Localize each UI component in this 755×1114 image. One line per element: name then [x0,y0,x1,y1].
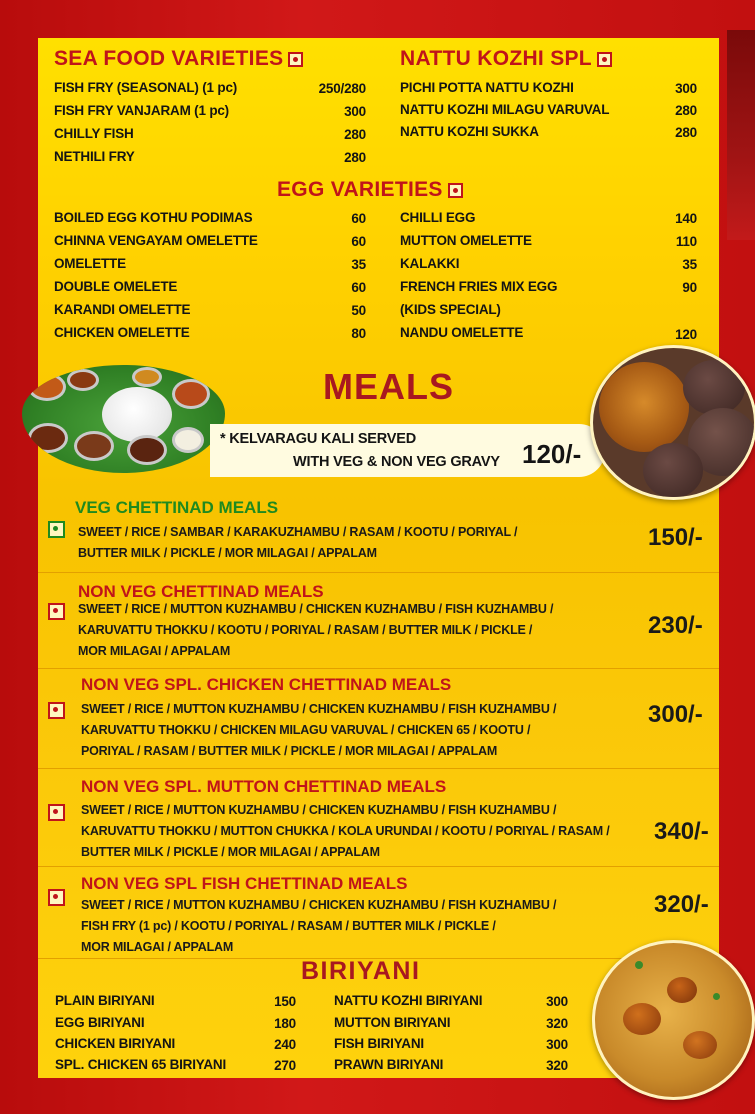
kali-image [590,345,755,500]
menu-price: 35 [351,257,366,272]
menu-price: 280 [675,125,697,140]
meal-description [78,599,553,662]
meal-description-line: FISH FRY (1 pc) / KOOTU / PORIYAL / RASAM / BUTTER MILK / PICKLE / [81,919,496,933]
meal-description-line: SWEET / RICE / MUTTON KUZHAMBU / CHICKEN KUZHAMBU / FISH KUZHAMBU / [81,702,557,716]
meal-description-line: KARUVATTU THOKKU / CHICKEN MILAGU VARUVAL / CHICKEN 65 / KOOTU / [81,723,531,737]
menu-price: 320 [546,1058,568,1073]
menu-price: 180 [274,1016,296,1031]
chicken-piece [623,1003,661,1035]
menu-price: 80 [351,326,366,341]
kali-ball [683,360,745,415]
menu-item: PICHI POTTA NATTU KOZHI [400,80,574,95]
menu-price: 250/280 [318,81,366,96]
menu-item: DOUBLE OMELETE [54,279,178,294]
menu-price: 60 [351,211,366,226]
menu-price: 50 [351,303,366,318]
non-veg-icon [48,603,65,620]
menu-item: KALAKKI [400,256,460,271]
menu-item: FISH FRY VANJARAM (1 pc) [54,103,229,118]
meal-description-line: KARUVATTU THOKKU / KOOTU / PORIYAL / RASAM / BUTTER MILK / PICKLE / [78,623,533,637]
nattu-kozhi-title-text: NATTU KOZHI SPL [400,47,592,70]
meal-description [81,699,556,762]
meal-name: NON VEG SPL. MUTTON CHETTINAD MEALS [81,777,447,796]
menu-item: NANDU OMELETTE [400,325,524,340]
meal-row-fish-spl [38,866,719,958]
egg-title [277,178,463,202]
meal-description [81,895,556,958]
veg-icon [48,521,65,538]
non-veg-icon [48,804,65,821]
menu-item: CHICKEN BIRIYANI [55,1036,176,1051]
biriyani-image [592,940,755,1100]
kali-line-1: * KELVARAGU KALI SERVED [220,431,417,447]
menu-item: SPL. CHICKEN 65 BIRIYANI [55,1057,226,1072]
menu-price: 140 [675,211,697,226]
menu-price: 300 [546,1037,568,1052]
menu-item: OMELETTE [54,256,126,271]
meal-description-line: BUTTER MILK / PICKLE / MOR MILAGAI / APPALAM [81,845,380,859]
menu-item: (KIDS SPECIAL) [400,302,501,317]
non-veg-icon [597,52,612,67]
menu-item: NATTU KOZHI SUKKA [400,124,539,139]
menu-item: FISH FRY (SEASONAL) (1 pc) [54,80,238,95]
menu-price: 110 [675,234,697,249]
menu-item: NETHILI FRY [54,149,135,164]
menu-item: CHILLY FISH [54,126,134,141]
menu-price: 280 [344,127,366,142]
menu-price: 150 [274,994,296,1009]
side-decoration [727,30,755,240]
curry-bowl [28,423,68,453]
meal-row-mutton-spl [38,768,719,866]
menu-price: 280 [675,103,697,118]
meal-description-line: MOR MILAGAI / APPALAM [81,940,234,954]
meal-row-non-veg [38,572,719,668]
meal-price: 230/- [648,612,703,639]
meal-row-chicken-spl [38,668,719,768]
menu-price: 300 [675,81,697,96]
menu-item: NATTU KOZHI MILAGU VARUVAL [400,102,610,117]
meal-name: NON VEG SPL FISH CHETTINAD MEALS [81,874,408,893]
menu-price: 300 [546,994,568,1009]
menu-item: EGG BIRIYANI [55,1015,145,1030]
non-veg-icon [48,889,65,906]
meal-description [81,800,610,863]
curry-bowl [28,373,66,401]
seafood-title-text: SEA FOOD VARIETIES [54,47,284,70]
menu-item: MUTTON BIRIYANI [334,1015,451,1030]
seafood-title [54,47,303,71]
rice-plate [102,387,172,442]
meal-description-line: SWEET / RICE / MUTTON KUZHAMBU / CHICKEN KUZHAMBU / FISH KUZHAMBU / [78,602,554,616]
meal-description-line: KARUVATTU THOKKU / MUTTON CHUKKA / KOLA URUNDAI / KOOTU / PORIYAL / RASAM / [81,824,610,838]
menu-item: MUTTON OMELETTE [400,233,532,248]
herb-garnish [635,961,643,969]
curry-bowl [172,379,210,409]
menu-price: 280 [344,150,366,165]
meal-description-line: SWEET / RICE / MUTTON KUZHAMBU / CHICKEN KUZHAMBU / FISH KUZHAMBU / [81,803,557,817]
meal-description-line: PORIYAL / RASAM / BUTTER MILK / PICKLE / MOR MILAGAI / APPALAM [81,744,498,758]
non-veg-icon [448,183,463,198]
menu-item: CHINNA VENGAYAM OMELETTE [54,233,258,248]
menu-item: CHICKEN OMELETTE [54,325,190,340]
egg-title-text: EGG VARIETIES [277,178,443,201]
meal-name: NON VEG SPL. CHICKEN CHETTINAD MEALS [81,675,452,694]
menu-price: 320 [546,1016,568,1031]
curry-bowl [74,431,114,461]
menu-item: CHILLI EGG [400,210,476,225]
meal-name: VEG CHETTINAD MEALS [75,498,279,517]
curry-bowl [67,369,99,391]
chicken-piece [683,1031,717,1059]
nattu-kozhi-title [400,47,612,71]
meal-description-line: SWEET / RICE / MUTTON KUZHAMBU / CHICKEN KUZHAMBU / FISH KUZHAMBU / [81,898,557,912]
chicken-piece [667,977,697,1003]
meal-price: 320/- [654,891,709,918]
meal-description-line: BUTTER MILK / PICKLE / MOR MILAGAI / APPALAM [78,546,377,560]
biriyani-title: BIRIYANI [301,957,421,985]
herb-garnish [713,993,720,1000]
menu-price: 60 [351,280,366,295]
meal-row-veg [38,480,719,572]
kali-price: 120/- [522,439,582,469]
meal-description-line: SWEET / RICE / SAMBAR / KARAKUZHAMBU / RASAM / KOOTU / PORIYAL / [78,525,518,539]
menu-price: 300 [344,104,366,119]
menu-item: FISH BIRIYANI [334,1036,424,1051]
meal-description [78,522,517,564]
menu-price: 270 [274,1058,296,1073]
meal-price: 300/- [648,701,703,728]
gravy-bowl [599,362,689,452]
menu-item: BOILED EGG KOTHU PODIMAS [54,210,253,225]
menu-price: 120 [675,327,697,342]
menu-item: NATTU KOZHI BIRIYANI [334,993,483,1008]
curd-bowl [172,427,204,453]
menu-item: PRAWN BIRIYANI [334,1057,444,1072]
curry-bowl [127,435,167,465]
meal-name: NON VEG CHETTINAD MEALS [78,582,324,601]
menu-item: FRENCH FRIES MIX EGG [400,279,558,294]
menu-item: KARANDI OMELETTE [54,302,191,317]
menu-item: PLAIN BIRIYANI [55,993,155,1008]
curry-bowl [132,367,162,387]
meal-price: 150/- [648,524,703,551]
menu-price: 35 [682,257,697,272]
menu-price: 60 [351,234,366,249]
meal-price: 340/- [654,818,709,845]
menu-price: 240 [274,1037,296,1052]
menu-price: 90 [682,280,697,295]
meals-title: MEALS [323,366,454,407]
non-veg-icon [48,702,65,719]
kali-line-2: WITH VEG & NON VEG GRAVY [293,454,500,470]
meal-description-line: MOR MILAGAI / APPALAM [78,644,231,658]
non-veg-icon [288,52,303,67]
